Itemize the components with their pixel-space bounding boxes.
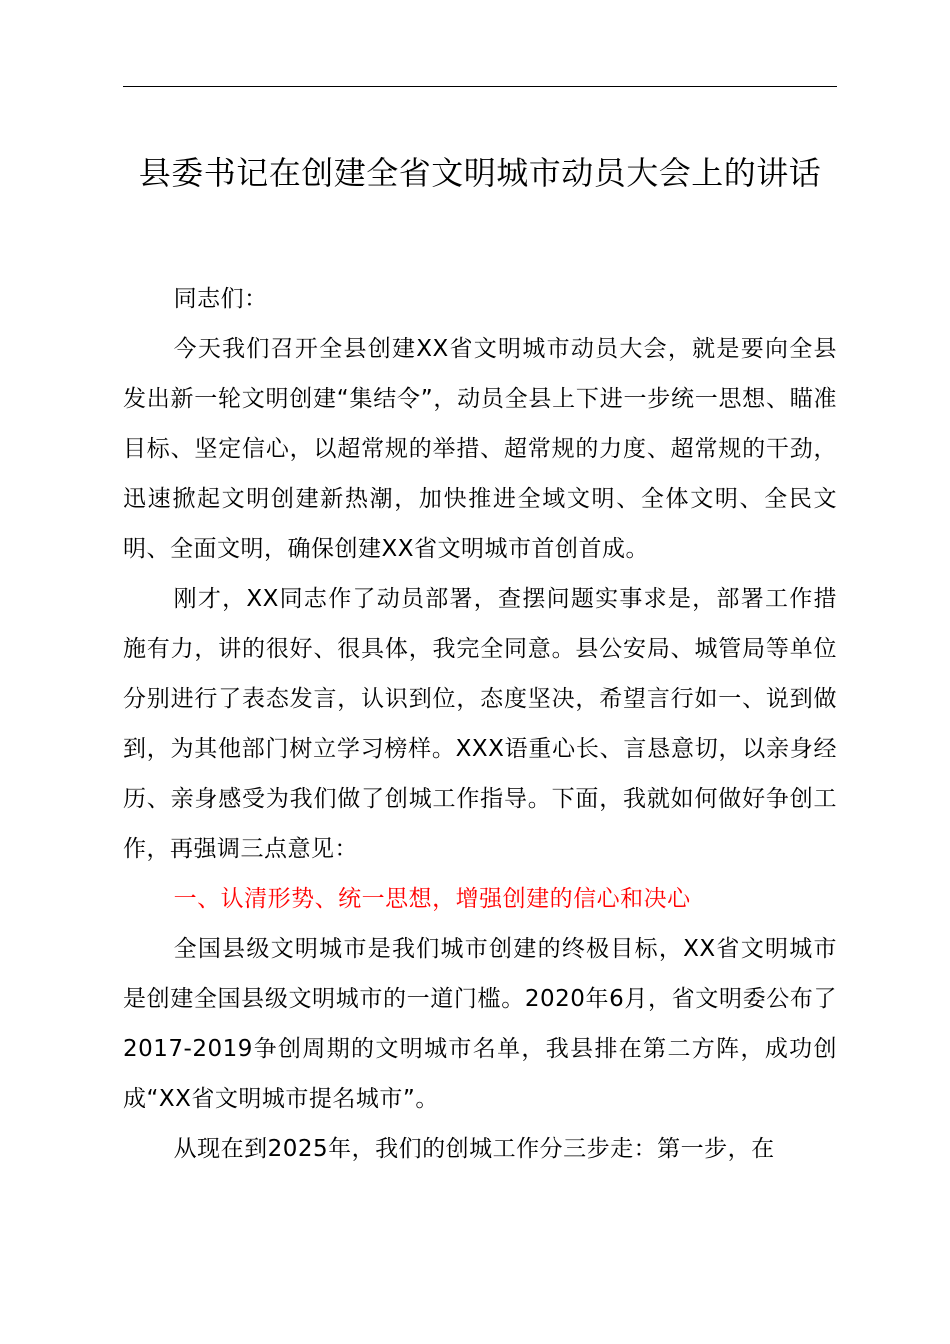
section-1-paragraph-continued: 从现在到2025年，我们的创城工作分三步走：第一步，在 [173,1136,775,1162]
section-heading-1: 一、认清形势、统一思想，增强创建的信心和决心 [173,886,691,912]
salutation-paragraph: 同志们： [173,286,268,312]
context-paragraph: 刚才，XX同志作了动员部署，查摆问题实事求是，部署工作措施有力，讲的很好、很具体，我完全同意。县公安局、城管局等单位分别进行了表态发言，认识到位，态度坚决，希望言行如一、说到做到，为其他部门树立学习榜样。XXX语重心长、言恳意切，以亲身经历、亲身感受为我们做了创城工作指导。下面，我就如何做好争创工作，再强调三点意见： [123,586,837,862]
header-rule [123,86,837,87]
document-body [123,274,837,1174]
intro-paragraph: 今天我们召开全县创建XX省文明城市动员大会，就是要向全县发出新一轮文明创建“集结令”，动员全县上下进一步统一思想、瞄准目标、坚定信心，以超常规的举措、超常规的力度、超常规的干劲，迅速掀起文明创建新热潮，加快推进全域文明、全体文明、全民文明、全面文明，确保创建XX省文明城市首创首成。 [123,336,837,562]
section-1-paragraph: 全国县级文明城市是我们城市创建的终极目标，XX省文明城市是创建全国县级文明城市的一道门槛。2020年6月，省文明委公布了2017-2019争创周期的文明城市名单，我县排在第二方阵，成功创成“XX省文明城市提名城市”。 [123,936,837,1112]
document-title: 县委书记在创建全省文明城市动员大会上的讲话 [138,154,822,192]
